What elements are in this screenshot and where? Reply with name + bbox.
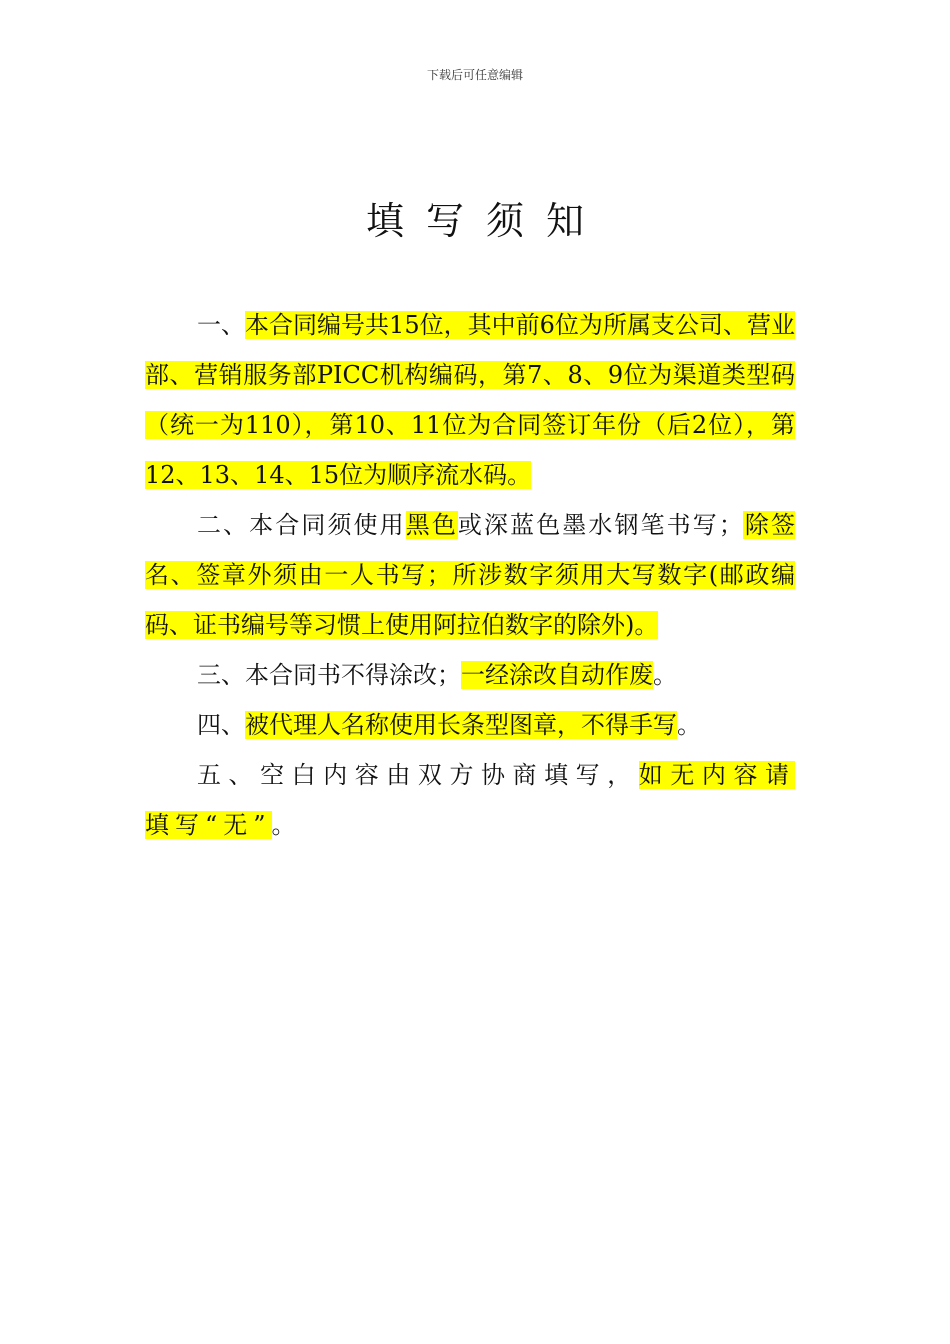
instruction-3 <box>145 650 795 700</box>
instruction-3-highlight: 一经涂改自动作废 <box>461 661 653 689</box>
instruction-2-text-a: 二、本合同须使用 <box>197 511 406 539</box>
instruction-5-text-b: 。 <box>271 811 302 839</box>
instruction-3-text-b: 。 <box>653 661 677 689</box>
page-title: 填写须知 <box>365 199 606 243</box>
instruction-1-highlight: 本合同编号共15位，其中前6位为所属支公司、营业部、营销服务部PICC机构编码，第7、8、9位为渠道类型码（统一为110），第10、11位为合同签订年份（后2位），第12、13、14、15位为顺序流水码。 <box>145 311 795 489</box>
instruction-1-prefix: 一、 <box>197 311 246 339</box>
instruction-5-text-a: 五、空白内容由双方协商填写， <box>197 761 639 789</box>
instruction-3-text-a: 三、本合同书不得涂改； <box>197 661 461 689</box>
instruction-2 <box>145 500 795 650</box>
instruction-4-highlight: 被代理人名称使用长条型图章，不得手写 <box>245 711 677 739</box>
page-header: 下载后可任意编辑 <box>426 68 523 82</box>
instruction-5-highlight: 如无内容请填写“无” <box>145 761 796 839</box>
instruction-2-highlight-b: 除签名、签章外须由一人书写；所涉数字须用大写数字(邮政编码、证书编号等习惯上使用阿拉伯数字的除外)。 <box>145 511 796 639</box>
instruction-2-text-b: 或深蓝色墨水钢笔书写； <box>457 511 743 539</box>
instruction-5 <box>145 750 795 850</box>
instruction-4 <box>145 700 795 750</box>
instruction-2-highlight-a: 黑色 <box>405 511 458 539</box>
instruction-4-text-a: 四、 <box>197 711 245 739</box>
instruction-1 <box>145 300 795 500</box>
instructions-body <box>145 300 795 850</box>
instruction-4-text-b: 。 <box>677 711 701 739</box>
